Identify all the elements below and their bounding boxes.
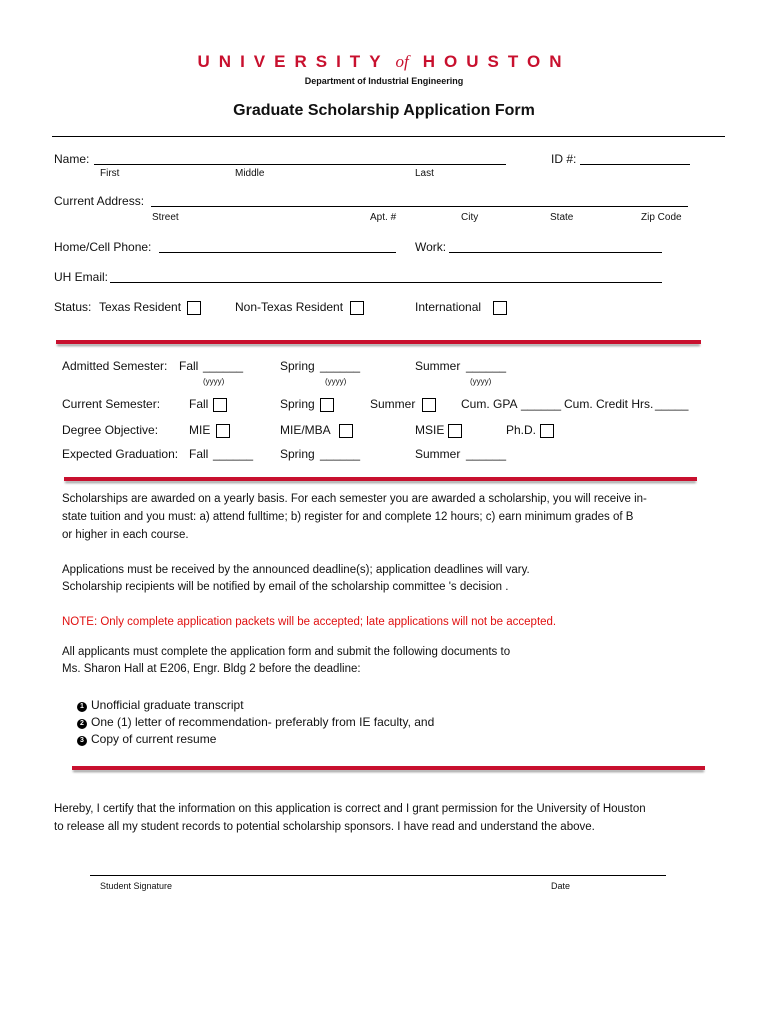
name-middle-caption: Middle (235, 168, 265, 179)
admitted-spring-field[interactable]: ______ (320, 359, 361, 373)
submission-info-line-1: All applicants must complete the application form and submit the following documents to (62, 646, 511, 658)
degree-phd-checkbox[interactable] (540, 424, 554, 438)
number-3-icon: 3 (77, 736, 87, 746)
expected-summer-label: Summer (415, 447, 461, 461)
admitted-spring-label: Spring (280, 359, 315, 373)
expected-label: Expected Graduation: (62, 447, 179, 461)
admitted-fall-yyyy: (yyyy) (203, 377, 225, 386)
degree-msie-label: MSIE (415, 423, 445, 437)
department-name: Department of Industrial Engineering (304, 76, 464, 86)
degree-miemba-label: MIE/MBA (280, 423, 331, 437)
scholarship-info-line-1: Scholarships are awarded on a yearly basis. For each semester you are awarded a scholarship, you will receive in- (62, 493, 647, 505)
address-street-caption: Street (152, 212, 179, 223)
degree-mie-checkbox[interactable] (216, 424, 230, 438)
phone-label: Home/Cell Phone: (54, 240, 152, 254)
expected-fall-label: Fall (189, 447, 209, 461)
address-city-caption: City (461, 212, 479, 223)
university-of: of (395, 52, 409, 71)
document-item-3 (77, 731, 216, 748)
id-field[interactable] (580, 164, 690, 165)
phone-field[interactable] (159, 252, 396, 253)
certification-line-2: to release all my student records to potential scholarship sponsors. I have read and understand the above. (54, 821, 595, 833)
admitted-label: Admitted Semester: (62, 359, 168, 373)
degree-msie-checkbox[interactable] (448, 424, 462, 438)
admitted-summer-yyyy: (yyyy) (470, 377, 492, 386)
current-spring-checkbox[interactable] (320, 398, 334, 412)
email-label: UH Email: (54, 270, 109, 284)
document-item-2 (77, 714, 434, 731)
expected-spring-field[interactable]: ______ (320, 447, 361, 461)
section-divider-1 (56, 340, 701, 344)
certification-line-1: Hereby, I certify that the information on this application is correct and I grant permission for the University of Houston (54, 803, 646, 815)
form-title: Graduate Scholarship Application Form (233, 102, 535, 119)
status-texas-checkbox[interactable] (187, 301, 201, 315)
email-field[interactable] (110, 282, 662, 283)
university-right: HOUSTON (422, 52, 571, 71)
section-divider-2 (64, 477, 697, 481)
status-intl-label: International (415, 300, 482, 314)
work-label: Work: (415, 240, 447, 254)
number-2-icon: 2 (77, 719, 87, 729)
status-nontexas-checkbox[interactable] (350, 301, 364, 315)
degree-mie-label: MIE (189, 423, 211, 437)
university-left: UNIVERSITY (197, 52, 390, 71)
signature-label: Student Signature (100, 881, 173, 891)
cum-credit-label: Cum. Credit Hrs. (564, 397, 654, 411)
degree-miemba-checkbox[interactable] (339, 424, 353, 438)
deadline-info-line-2: Scholarship recipients will be notified by email of the scholarship committee 's decision . (62, 581, 509, 593)
date-label: Date (551, 881, 571, 891)
number-1-icon: 1 (77, 702, 87, 712)
status-texas-label: Texas Resident (99, 300, 182, 314)
current-label: Current Semester: (62, 397, 161, 411)
current-fall-checkbox[interactable] (213, 398, 227, 412)
name-label: Name: (54, 152, 90, 166)
note-text: NOTE: Only complete application packets will be accepted; late applications will not be accepted. (62, 616, 557, 628)
document-item-2-text: One (1) letter of recommendation- preferably from IE faculty, and (91, 715, 435, 729)
id-label: ID #: (551, 152, 577, 166)
address-field[interactable] (151, 206, 688, 207)
admitted-summer-field[interactable]: ______ (466, 359, 507, 373)
address-zip-caption: Zip Code (641, 212, 682, 223)
university-title (0, 52, 768, 72)
header-divider (52, 136, 725, 137)
name-field[interactable] (94, 164, 506, 165)
submission-info-line-2: Ms. Sharon Hall at E206, Engr. Bldg 2 before the deadline: (62, 663, 361, 675)
status-label: Status: (54, 300, 92, 314)
cum-credit-field[interactable]: _____ (655, 397, 689, 411)
current-summer-checkbox[interactable] (422, 398, 436, 412)
expected-fall-field[interactable]: ______ (213, 447, 254, 461)
current-summer-label: Summer (370, 397, 416, 411)
section-divider-3 (72, 766, 705, 770)
document-item-1 (77, 697, 244, 714)
admitted-summer-label: Summer (415, 359, 461, 373)
signature-line[interactable] (90, 875, 666, 876)
expected-summer-field[interactable]: ______ (466, 447, 507, 461)
name-last-caption: Last (415, 168, 434, 179)
cum-gpa-field[interactable]: ______ (521, 397, 562, 411)
scholarship-info-line-3: or higher in each course. (62, 529, 189, 541)
address-apt-caption: Apt. # (370, 212, 397, 223)
status-nontexas-label: Non-Texas Resident (235, 300, 344, 314)
admitted-fall-label: Fall (179, 359, 199, 373)
work-phone-field[interactable] (449, 252, 662, 253)
scholarship-info-line-2: state tuition and you must: a) attend fulltime; b) register for and complete 12 hours; c) earn minimum grades of B (62, 511, 634, 523)
admitted-fall-field[interactable]: ______ (203, 359, 244, 373)
admitted-spring-yyyy: (yyyy) (325, 377, 347, 386)
current-spring-label: Spring (280, 397, 315, 411)
address-state-caption: State (550, 212, 574, 223)
status-intl-checkbox[interactable] (493, 301, 507, 315)
document-item-3-text: Copy of current resume (91, 732, 217, 746)
document-item-1-text: Unofficial graduate transcript (91, 698, 244, 712)
degree-phd-label: Ph.D. (506, 423, 537, 437)
expected-spring-label: Spring (280, 447, 315, 461)
degree-label: Degree Objective: (62, 423, 159, 437)
name-first-caption: First (100, 168, 120, 179)
cum-gpa-label: Cum. GPA (461, 397, 518, 411)
deadline-info-line-1: Applications must be received by the announced deadline(s); application deadlines will vary. (62, 564, 530, 576)
address-label: Current Address: (54, 194, 145, 208)
current-fall-label: Fall (189, 397, 209, 411)
